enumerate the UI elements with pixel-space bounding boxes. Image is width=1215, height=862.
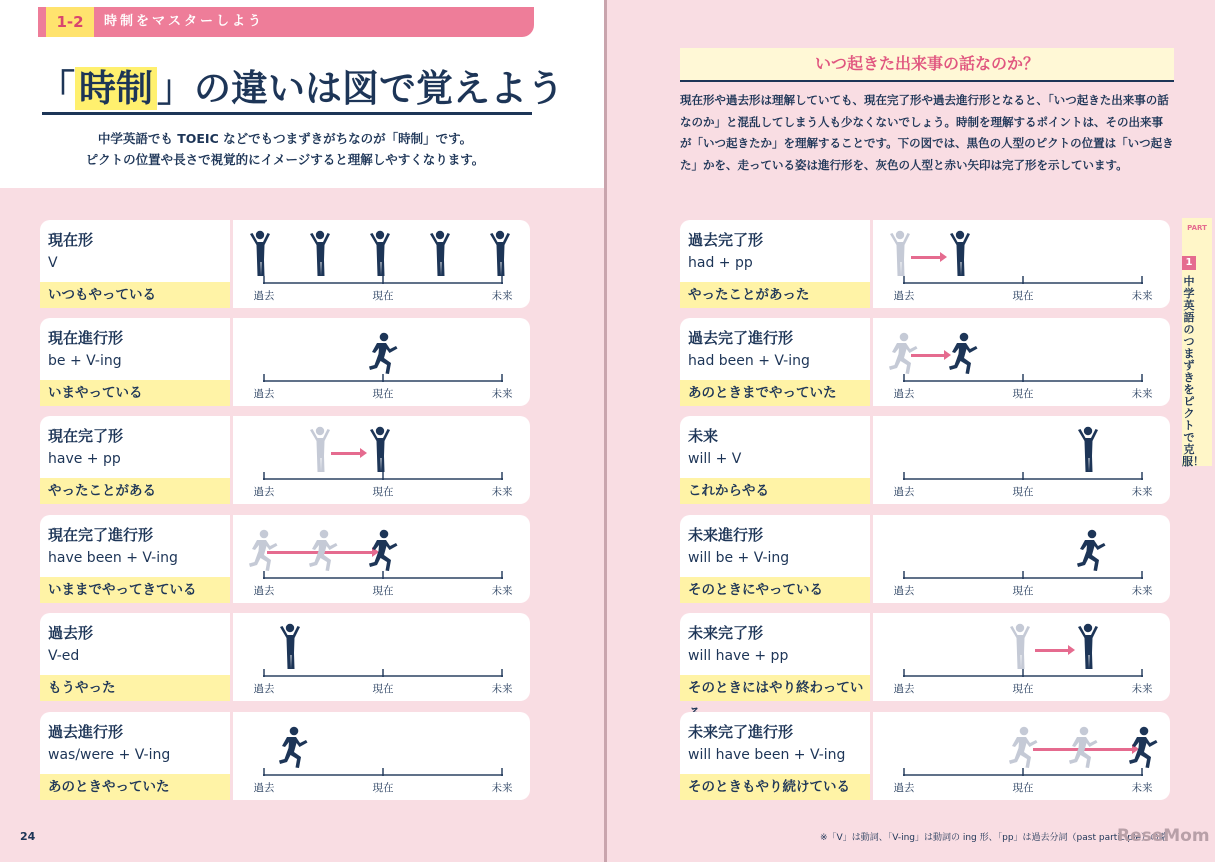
tick-future (1141, 571, 1143, 579)
tick-future (1141, 768, 1143, 776)
tick-present (1022, 276, 1024, 284)
left-page (0, 0, 605, 862)
completion-arrow-icon (1035, 649, 1069, 652)
tense-row (680, 318, 1170, 406)
label-past: 過去 (253, 486, 275, 498)
timeline (893, 675, 1153, 695)
navy-standing-person-icon (368, 426, 392, 473)
tense-label-card (680, 318, 870, 406)
section-heading: いつ起きた出来事の話なのか？ (680, 48, 1174, 82)
tick-present (1022, 571, 1024, 579)
tense-row (40, 416, 530, 504)
gray-standing-person-icon (888, 230, 912, 277)
label-future: 未来 (491, 782, 513, 794)
timeline (253, 478, 513, 498)
timeline (893, 478, 1153, 498)
tick-future (501, 768, 503, 776)
tense-formula: will have + pp (688, 648, 789, 664)
timeline-card (873, 416, 1170, 504)
label-past: 過去 (253, 585, 275, 597)
navy-running-person-icon (1076, 529, 1106, 572)
watermark-logo: ReseMom (1117, 826, 1210, 846)
tick-present (382, 472, 384, 480)
label-present: 現在 (372, 782, 394, 794)
timeline (253, 577, 513, 597)
tick-present (1022, 472, 1024, 480)
tense-formula: had + pp (688, 255, 753, 271)
label-past: 過去 (893, 486, 915, 498)
label-future: 未来 (491, 683, 513, 695)
tick-future (501, 276, 503, 284)
part-number: 1 (1182, 256, 1196, 270)
tick-past (263, 768, 265, 776)
title-underline (42, 112, 532, 115)
timeline (253, 774, 513, 794)
tick-past (903, 669, 905, 677)
tick-past (263, 472, 265, 480)
timeline (253, 380, 513, 400)
gray-running-person-icon (308, 529, 338, 572)
label-future: 未来 (491, 388, 513, 400)
navy-standing-person-icon (948, 230, 972, 277)
label-past: 過去 (893, 388, 915, 400)
label-past: 過去 (893, 782, 915, 794)
tense-label-card (40, 220, 230, 308)
gray-running-person-icon (248, 529, 278, 572)
part-label: PART (1187, 224, 1207, 232)
label-present: 現在 (372, 683, 394, 695)
tick-present (382, 276, 384, 284)
label-past: 過去 (253, 782, 275, 794)
tense-label-card (680, 416, 870, 504)
tick-past (263, 669, 265, 677)
timeline-card (873, 318, 1170, 406)
tense-formula: be + V-ing (48, 353, 122, 369)
tense-formula: V-ed (48, 648, 80, 664)
navy-standing-person-icon (278, 623, 302, 670)
part-side-tab (1182, 218, 1212, 466)
timeline (893, 774, 1153, 794)
label-present: 現在 (372, 290, 394, 302)
tense-name: 未来完了形 (688, 624, 764, 642)
navy-running-person-icon (948, 332, 978, 375)
tense-meaning: あのときまでやっていた (680, 380, 870, 406)
label-future: 未来 (1131, 683, 1153, 695)
tick-future (1141, 276, 1143, 284)
label-past: 過去 (253, 683, 275, 695)
tick-past (263, 276, 265, 284)
tense-meaning: そのときもやり続けている (680, 774, 870, 800)
tense-name: 未来進行形 (688, 526, 764, 544)
tick-past (903, 768, 905, 776)
label-future: 未来 (1131, 782, 1153, 794)
navy-standing-person-icon (488, 230, 512, 277)
chapter-number: 1-2 (46, 7, 94, 37)
tick-present (382, 374, 384, 382)
timeline (253, 282, 513, 302)
tense-formula: have + pp (48, 451, 121, 467)
label-past: 過去 (253, 290, 275, 302)
label-present: 現在 (372, 585, 394, 597)
tense-name: 未来完了進行形 (688, 723, 794, 741)
tick-present (1022, 768, 1024, 776)
tense-meaning: もうやった (40, 675, 230, 701)
gray-running-person-icon (1008, 726, 1038, 769)
tense-name: 未来 (688, 427, 719, 445)
label-future: 未来 (491, 290, 513, 302)
gray-standing-person-icon (308, 426, 332, 473)
timeline-card (873, 220, 1170, 308)
chapter-title: 時制をマスターしよう (104, 14, 265, 29)
tense-name: 過去完了形 (688, 231, 764, 249)
tense-name: 現在完了形 (48, 427, 124, 445)
tense-meaning: やったことがある (40, 478, 230, 504)
tense-meaning: これからやる (680, 478, 870, 504)
tense-name: 現在形 (48, 231, 94, 249)
tick-present (1022, 669, 1024, 677)
timeline-card (233, 613, 530, 701)
label-present: 現在 (372, 388, 394, 400)
tense-row (680, 220, 1170, 308)
tense-label-card (680, 515, 870, 603)
tense-meaning: いままでやってきている (40, 577, 230, 603)
tick-past (903, 472, 905, 480)
tense-label-card (40, 613, 230, 701)
label-past: 過去 (893, 683, 915, 695)
tense-meaning: そのときにやっている (680, 577, 870, 603)
navy-standing-person-icon (308, 230, 332, 277)
tick-past (903, 276, 905, 284)
label-present: 現在 (372, 486, 394, 498)
tense-row (40, 712, 530, 800)
tense-meaning: そのときにはやり終わってい (680, 675, 870, 701)
label-present: 現在 (1012, 388, 1034, 400)
gray-running-person-icon (1068, 726, 1098, 769)
page-number: 24 (20, 830, 36, 843)
navy-standing-person-icon (248, 230, 272, 277)
navy-standing-person-icon (368, 230, 392, 277)
gray-running-person-icon (888, 332, 918, 375)
tense-label-card (40, 712, 230, 800)
tick-past (903, 374, 905, 382)
timeline-card (233, 318, 530, 406)
tense-name: 過去完了進行形 (688, 329, 794, 347)
tense-formula: have been + V-ing (48, 550, 178, 566)
gray-standing-person-icon (1008, 623, 1032, 670)
section-intro: 現在形や過去形は理解していても、現在完了形や過去進行形となると、「いつ起きた出来事の話なのか」と混乱してしまう人も少なくないでしょう。時制を理解するポイントは、その出来事が「いつ起きたか」を理解することです。下の図では、黒色の人型のピクトの位置は「いつ起きた」かを、走っている姿は進行形を、灰色の人型と赤い矢印は完了形を示しています。 (680, 93, 1174, 172)
navy-running-person-icon (368, 529, 398, 572)
label-present: 現在 (1012, 683, 1034, 695)
navy-running-person-icon (368, 332, 398, 375)
tick-past (263, 374, 265, 382)
timeline (893, 282, 1153, 302)
tense-row (680, 416, 1170, 504)
title-highlight: 時制 (75, 67, 157, 110)
tense-formula: will be + V-ing (688, 550, 790, 566)
tense-name: 過去進行形 (48, 723, 124, 741)
tense-row (40, 318, 530, 406)
tense-label-card (680, 613, 870, 701)
label-past: 過去 (253, 388, 275, 400)
timeline (893, 380, 1153, 400)
navy-standing-person-icon (1076, 623, 1100, 670)
label-future: 未来 (1131, 486, 1153, 498)
tick-future (1141, 374, 1143, 382)
tense-row (680, 515, 1170, 603)
label-future: 未来 (491, 486, 513, 498)
label-present: 現在 (1012, 486, 1034, 498)
right-page (607, 0, 1215, 862)
tense-label-card (680, 220, 870, 308)
tick-present (1022, 374, 1024, 382)
timeline-card (873, 515, 1170, 603)
tense-formula: had been + V-ing (688, 353, 810, 369)
tense-name: 現在進行形 (48, 329, 124, 347)
timeline-card (233, 712, 530, 800)
tense-row (40, 515, 530, 603)
label-past: 過去 (893, 585, 915, 597)
label-future: 未来 (491, 585, 513, 597)
timeline-card (873, 613, 1170, 701)
tense-meaning: いまやっている (40, 380, 230, 406)
tense-label-card (680, 712, 870, 800)
tense-row (680, 613, 1170, 701)
completion-arrow-icon (331, 452, 361, 455)
tense-row (40, 220, 530, 308)
label-past: 過去 (893, 290, 915, 302)
tick-present (382, 571, 384, 579)
timeline (253, 675, 513, 695)
navy-running-person-icon (278, 726, 308, 769)
label-future: 未来 (1131, 585, 1153, 597)
label-future: 未来 (1131, 290, 1153, 302)
tick-future (1141, 669, 1143, 677)
tense-label-card (40, 515, 230, 603)
navy-standing-person-icon (428, 230, 452, 277)
tick-future (1141, 472, 1143, 480)
label-future: 未来 (1131, 388, 1153, 400)
tense-row (40, 613, 530, 701)
tense-formula: will have been + V-ing (688, 747, 846, 763)
tick-future (501, 669, 503, 677)
tense-formula: V (48, 255, 58, 271)
timeline-card (233, 416, 530, 504)
navy-standing-person-icon (1076, 426, 1100, 473)
tense-row (680, 712, 1170, 800)
navy-running-person-icon (1128, 726, 1158, 769)
tick-present (382, 768, 384, 776)
timeline-card (233, 515, 530, 603)
tick-future (501, 374, 503, 382)
label-present: 現在 (1012, 782, 1034, 794)
tense-meaning: いつもやっている (40, 282, 230, 308)
tense-label-card (40, 416, 230, 504)
tense-meaning: あのときやっていた (40, 774, 230, 800)
timeline (893, 577, 1153, 597)
part-title: 中学英語のつまずきをピクトで克服！ (1182, 275, 1204, 468)
tense-meaning: やったことがあった (680, 282, 870, 308)
page-title: 「 時制 」の違いは図で覚えよう (38, 67, 564, 110)
timeline-card (233, 220, 530, 308)
tense-name: 現在完了進行形 (48, 526, 154, 544)
tense-name: 過去形 (48, 624, 94, 642)
tick-present (382, 669, 384, 677)
tick-future (501, 472, 503, 480)
completion-arrow-icon (911, 256, 941, 259)
label-present: 現在 (1012, 585, 1034, 597)
intro-text: 中学英語でも TOEIC などでもつまずきがちなのが「時制」です。 ピクトの位置や長さで視覚的にイメージすると理解しやすくなります。 (85, 131, 485, 167)
tense-formula: was/were + V-ing (48, 747, 171, 763)
tick-past (903, 571, 905, 579)
tense-formula: will + V (688, 451, 742, 467)
tick-past (263, 571, 265, 579)
tick-future (501, 571, 503, 579)
label-present: 現在 (1012, 290, 1034, 302)
timeline-card (873, 712, 1170, 800)
tense-label-card (40, 318, 230, 406)
footnote: ※「V」は動詞、「V-ing」は動詞の ing 形、「pp」は過去分詞（past participle）の略 (820, 833, 1169, 843)
